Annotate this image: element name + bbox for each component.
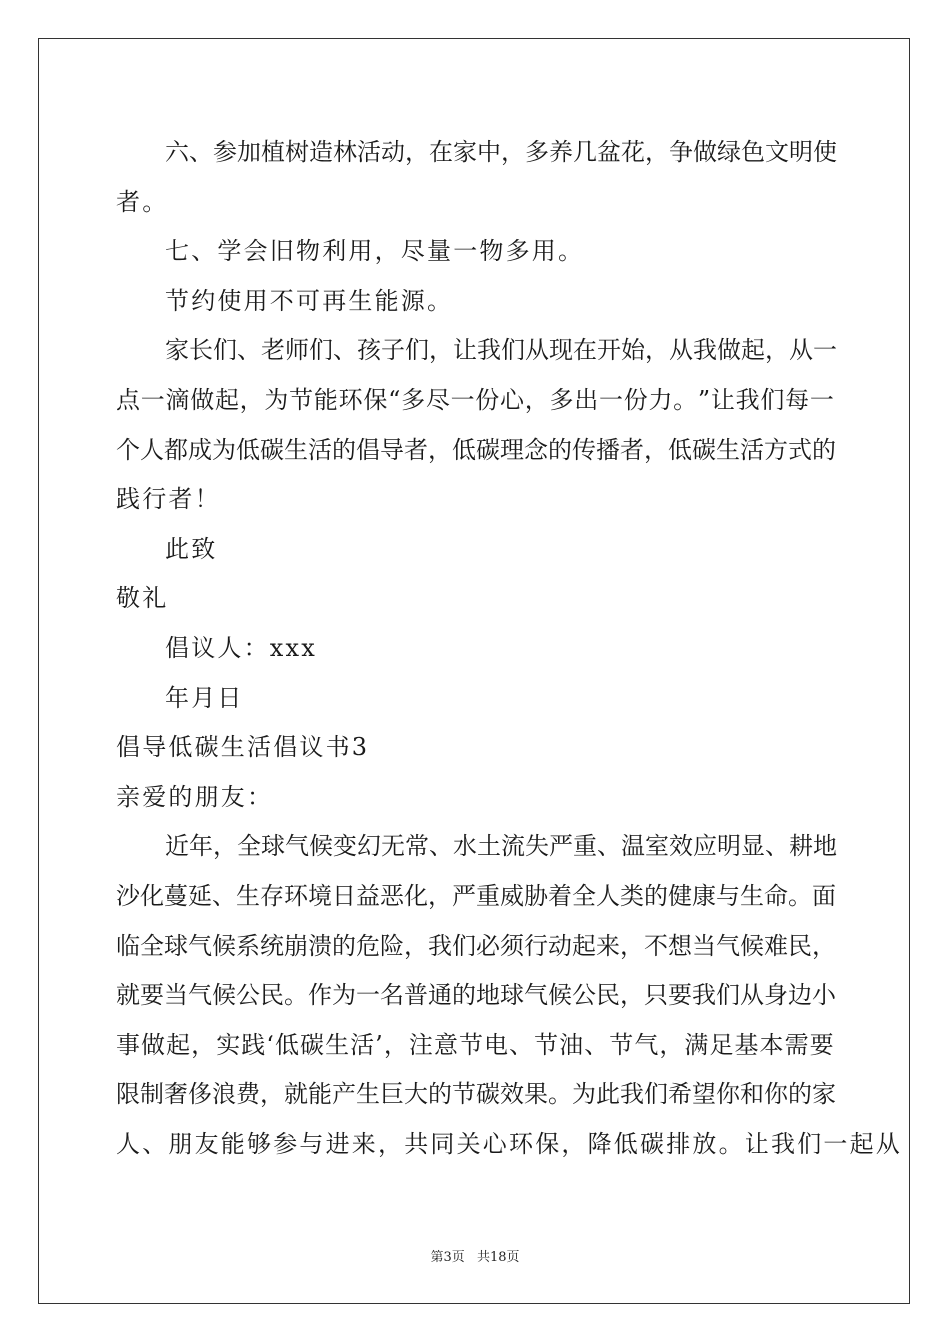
paragraph — [116, 624, 834, 674]
text-line: 点 一 滴 做 起 ， 为 节 能 环 保 “ 多 尽 一 份 心 ， 多 出 一 份 力 。 ” 让 我 们 每 一 — [116, 385, 834, 414]
text-line: 家 长 们 、 老 师 们 、 孩 子 们 ， 让 我 们 从 现 在 开 始 ， 从 我 做 起 ， 从 一 — [165, 336, 837, 365]
text-line: 临 全 球 气 候 系 统 崩 溃 的 危 险 ， 我 们 必 须 行 动 起 来 ， 不 想 当 气 候 难 民 ， — [116, 931, 836, 960]
text-line: 节约使用不可再生能源。 — [165, 286, 454, 315]
paragraph — [116, 574, 834, 624]
paragraph — [116, 822, 902, 1169]
text-line: 人、朋友能够参与进来，共同关心环保，降低碳排放。让我们一起从 — [116, 1129, 902, 1158]
text-line: 限 制 奢 侈 浪 费 ， 就 能 产 生 巨 大 的 节 碳 效 果 。 为 此 我 们 希 望 你 和 你 的 家 — [116, 1080, 836, 1109]
text-line: 个 人 都 成 为 低 碳 生 活 的 倡 导 者 ， 低 碳 理 念 的 传 播 者 ， 低 碳 生 活 方 式 的 — [116, 435, 836, 464]
text-line: 者。 — [116, 187, 169, 216]
text-line: 亲爱的朋友： — [116, 782, 274, 811]
page-footer — [0, 1246, 950, 1265]
paragraph — [116, 723, 834, 773]
page-number: 第3页 — [430, 1250, 465, 1265]
text-line: 事 做 起 ， 实 践 ‘ 低 碳 生 活 ’ ， 注 意 节 电 、 节 油 、 节 气 ， 满 足 基 本 需 要 — [116, 1030, 834, 1059]
text-line: 六 、 参 加 植 树 造 林 活 动 ， 在 家 中 ， 多 养 几 盆 花 ， 争 做 绿 色 文 明 使 — [165, 138, 837, 166]
paragraph — [116, 525, 834, 575]
paragraph — [116, 227, 834, 277]
paragraph — [116, 674, 834, 724]
paragraph — [116, 128, 837, 227]
paragraph — [116, 773, 834, 823]
paragraph — [116, 326, 837, 524]
text-line: 近 年 ， 全 球 气 候 变 幻 无 常 、 水 土 流 失 严 重 、 温 室 效 应 明 显 、 耕 地 — [165, 832, 837, 861]
text-line: 此致 — [165, 534, 218, 563]
text-line: 沙 化 蔓 延 、 生 存 环 境 日 益 恶 化 ， 严 重 威 胁 着 全 人 类 的 健 康 与 生 命 。 面 — [116, 881, 836, 910]
text-line: 倡议人：xxx — [165, 633, 318, 662]
text-line: 七、学会旧物利用，尽量一物多用。 — [165, 237, 585, 266]
text-line: 就 要 当 气 候 公 民 。 作 为 一 名 普 通 的 地 球 气 候 公 民 ， 只 要 我 们 从 身 边 小 — [116, 981, 836, 1010]
paragraph — [116, 277, 834, 327]
text-line: 敬礼 — [116, 584, 169, 613]
document-body — [116, 128, 902, 1169]
text-line: 年月日 — [165, 683, 244, 712]
page-total: 共18页 — [476, 1250, 520, 1265]
text-line: 践行者！ — [116, 485, 221, 514]
text-line: 倡导低碳生活倡议书3 — [116, 733, 370, 762]
